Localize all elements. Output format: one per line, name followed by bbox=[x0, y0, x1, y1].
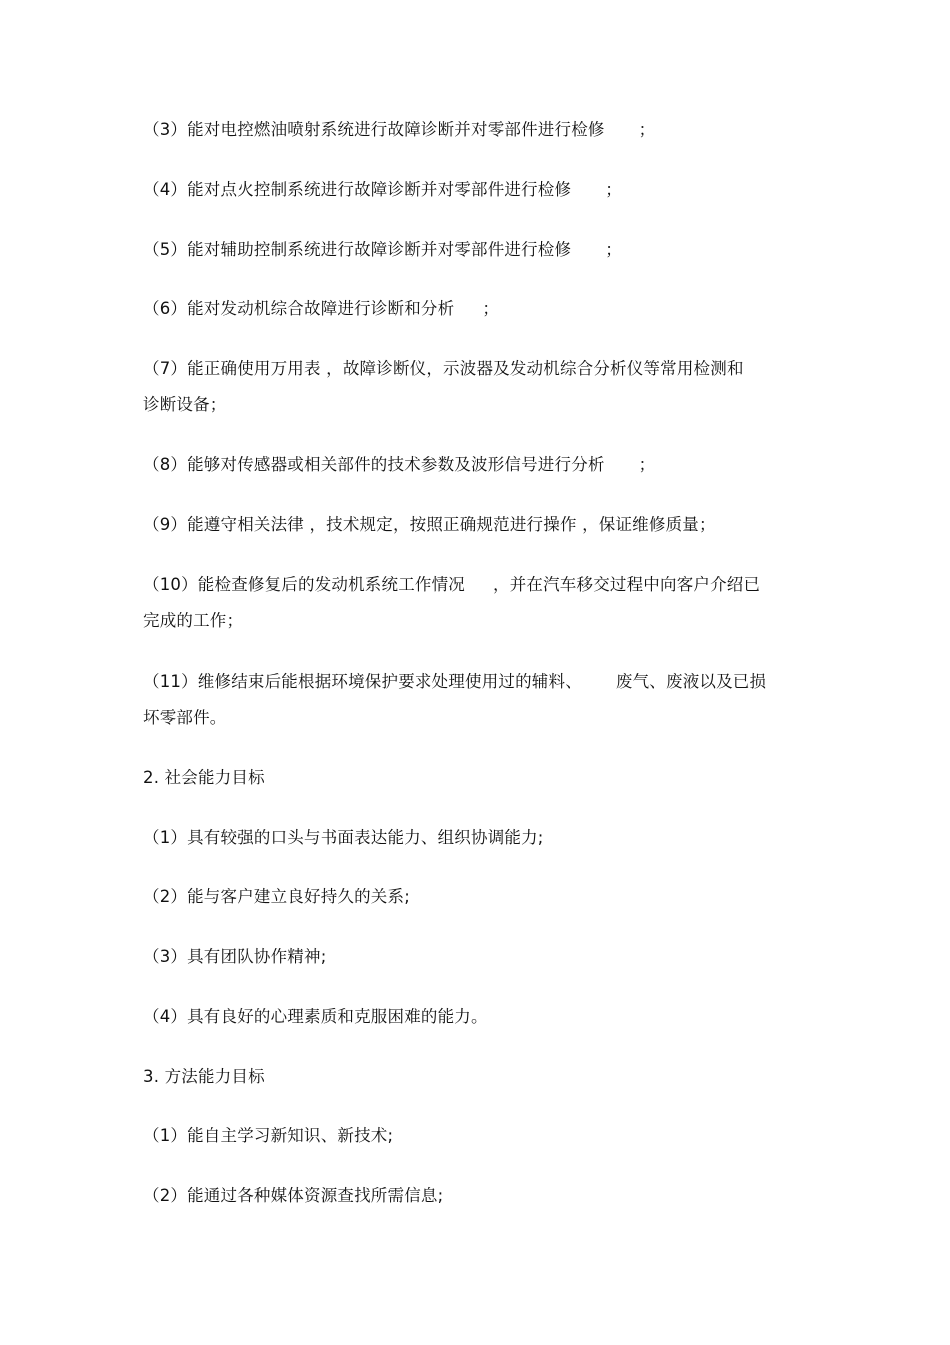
section-heading: 2. 社会能力目标 bbox=[143, 768, 265, 787]
list-item: （6）能对发动机综合故障进行诊断和分析 ； bbox=[143, 299, 500, 318]
list-item: （10）能检查修复后的发动机系统工作情况 ，并在汽车移交过程中向客户介绍已 bbox=[143, 575, 761, 594]
list-item: （9）能遵守相关法律 ，技术规定，按照正确规范进行操作 ，保证维修质量； bbox=[143, 515, 716, 534]
list-item: （4）能对点火控制系统进行故障诊断并对零部件进行检修 ； bbox=[143, 180, 622, 199]
list-item-continuation: 诊断设备； bbox=[143, 395, 227, 414]
list-item: （11）维修结束后能根据环境保护要求处理使用过的辅料、 废气、废液以及已损 bbox=[143, 672, 767, 691]
list-item: （5）能对辅助控制系统进行故障诊断并对零部件进行检修 ； bbox=[143, 240, 622, 259]
list-item: （2）能通过各种媒体资源查找所需信息; bbox=[143, 1186, 444, 1205]
list-item: （1）能自主学习新知识、新技术; bbox=[143, 1126, 394, 1145]
list-item: （3）能对电控燃油喷射系统进行故障诊断并对零部件进行检修 ； bbox=[143, 120, 656, 139]
list-item: （4）具有良好的心理素质和克服困难的能力。 bbox=[143, 1007, 488, 1026]
list-item-continuation: 坏零部件。 bbox=[143, 708, 227, 727]
list-item: （8）能够对传感器或相关部件的技术参数及波形信号进行分析 ； bbox=[143, 455, 656, 474]
list-item: （1）具有较强的口头与书面表达能力、组织协调能力; bbox=[143, 828, 544, 847]
list-item-continuation: 完成的工作； bbox=[143, 611, 244, 630]
list-item: （7）能正确使用万用表 ，故障诊断仪，示波器及发动机综合分析仪等常用检测和 bbox=[143, 359, 744, 378]
list-item: （3）具有团队协作精神; bbox=[143, 947, 327, 966]
list-item: （2）能与客户建立良好持久的关系; bbox=[143, 887, 410, 906]
section-heading: 3. 方法能力目标 bbox=[143, 1067, 265, 1086]
